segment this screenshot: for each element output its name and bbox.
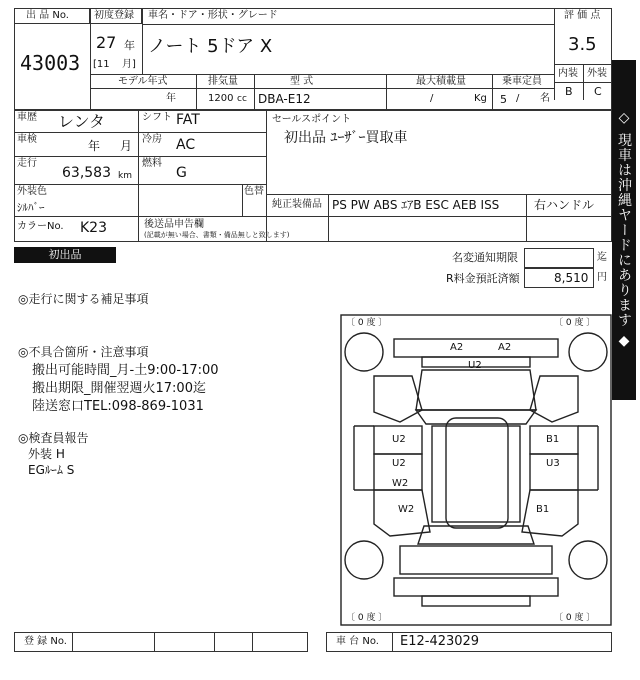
damage-mark: U2 (392, 458, 406, 469)
rear-bumper (394, 578, 558, 596)
color-no-label: カラーNo. (17, 221, 64, 232)
inspection-month-unit: 月 (120, 139, 133, 153)
mileage-unit: km (118, 171, 132, 181)
score-value: 3.5 (568, 34, 597, 55)
capacity-label: 乗車定員 (502, 76, 542, 87)
divider (142, 24, 554, 25)
displacement-value: 1200 (208, 93, 234, 104)
corner-label: 〔 0 度 〕 (554, 613, 596, 623)
ac-label: 冷房 (142, 134, 162, 145)
interior-grade: B (565, 85, 573, 98)
damage-mark: U3 (546, 458, 560, 469)
damage-mark: B1 (546, 434, 560, 445)
interior-label: 内装 (558, 68, 578, 79)
equipment-label: 純正装備品 (272, 199, 322, 210)
equipment-value: PS PW ABS ｴｱB ESC AEB ISS (332, 198, 500, 212)
first-reg-month-unit: 月] (122, 59, 136, 70)
divider (254, 74, 255, 110)
divider (554, 8, 555, 100)
tailgate (400, 546, 552, 574)
damage-mark: W2 (392, 478, 409, 489)
aftermarket-note: (記載が無い場合、書類・備品無しと致します) (144, 231, 290, 239)
aftermarket-label: 後送品申告欄 (144, 219, 204, 230)
front-bumper (394, 339, 558, 357)
ac-value: AC (176, 137, 196, 153)
vehicle-label: 車名・ドア・形状・グレード (148, 10, 278, 21)
inspection-label: 車検 (17, 134, 37, 145)
divider (583, 64, 584, 100)
wheel-front-right (569, 333, 607, 371)
exterior-label: 外装 (587, 68, 607, 79)
damage-mark: B1 (536, 504, 550, 515)
damage-mark: U2 (468, 360, 482, 371)
wheel-rear-right (569, 541, 607, 579)
vehicle-name: ノート 5ドア X (148, 36, 273, 57)
divider (72, 632, 73, 652)
yard-location-banner: ◇ 現車は沖縄ヤードにあります ◆ (612, 60, 636, 400)
divider (492, 74, 493, 110)
wheel-rear-left (345, 541, 383, 579)
shift-value: FAT (176, 112, 200, 128)
fuel-label: 燃料 (142, 158, 162, 169)
displacement-label: 排気量 (208, 76, 238, 87)
sales-point-value: 初出品 ﾕｰｻﾞｰ買取車 (284, 130, 408, 146)
inspection-year-unit: 年 (88, 139, 101, 153)
defect-line: 搬出期限_開催翌週火17:00迄 (32, 381, 206, 396)
left-front-fender (374, 376, 422, 422)
divider (14, 156, 266, 157)
recycle-unit: 円 (597, 272, 607, 283)
car-damage-diagram (340, 314, 612, 626)
capacity-sep: / (516, 93, 520, 104)
divider (154, 632, 155, 652)
model-year-unit: 年 (166, 93, 176, 104)
history-label: 車歴 (17, 112, 37, 123)
recycle-label: R料金預託済額 (446, 272, 520, 285)
fuel-value: G (176, 165, 187, 181)
divider (392, 632, 393, 652)
first-reg-month: [11 (93, 59, 110, 70)
mileage-value: 63,583 (62, 165, 111, 181)
wheel-front-left (345, 333, 383, 371)
max-load-sep: / (430, 93, 434, 104)
driving-notes-title: ◎走行に関する補足事項 (18, 292, 149, 306)
displacement-unit: cc (237, 94, 247, 104)
steering-value: 右ハンドル (534, 198, 595, 212)
name-change-box (524, 248, 594, 268)
inspector-line: 外装 H (28, 447, 65, 461)
divider (386, 74, 387, 110)
lot-number: 43003 (20, 51, 81, 75)
max-load-label: 最大積載量 (416, 76, 466, 87)
hood (416, 370, 536, 410)
divider (526, 194, 527, 242)
windshield (416, 410, 536, 424)
capacity-unit: 名 (540, 93, 550, 104)
model-year-label: モデル年式 (118, 76, 168, 87)
divider (138, 110, 139, 216)
defects-title: ◎不具合箇所・注意事項 (18, 345, 149, 359)
mileage-label: 走行 (17, 158, 37, 169)
first-listing-badge: 初出品 (14, 247, 116, 263)
divider (252, 632, 253, 652)
first-reg-label: 初度登録 (94, 10, 134, 21)
divider (14, 216, 612, 217)
capacity-value: 5 (500, 93, 507, 106)
damage-mark: W2 (398, 504, 415, 515)
corner-label: 〔 0 度 〕 (346, 613, 388, 623)
cabin (432, 426, 520, 522)
divider (138, 216, 139, 242)
corner-label: 〔 0 度 〕 (346, 318, 388, 328)
max-load-unit: Kg (474, 93, 487, 104)
color-no-value: K23 (80, 220, 107, 236)
color-label: 外装色 (17, 186, 47, 197)
defect-line: 陸送窓口TEL:098-869-1031 (32, 399, 204, 414)
divider (142, 8, 143, 74)
chassis-no-label: 車 台 No. (336, 636, 379, 647)
lot-label: 出 品 No. (26, 10, 69, 21)
divider (328, 194, 329, 242)
chassis-no-value: E12-423029 (400, 634, 480, 649)
divider (266, 194, 612, 195)
defect-line: 搬出可能時間_月-土9:00-17:00 (32, 363, 219, 378)
right-rear-fender (522, 490, 578, 536)
shift-label: シフト (142, 112, 172, 123)
recycle-amount: 8,510 (554, 271, 589, 285)
inspector-title: ◎検査員報告 (18, 431, 89, 445)
color-value: ｼﾙﾊﾞｰ (17, 201, 45, 214)
divider (14, 132, 266, 133)
score-label: 評 価 点 (564, 10, 601, 21)
reg-no-label: 登 録 No. (24, 636, 67, 647)
damage-mark: A2 (498, 342, 512, 353)
damage-mark: U2 (392, 434, 406, 445)
divider (214, 632, 215, 652)
divider (196, 74, 197, 110)
repaint-label: 色替 (244, 186, 264, 197)
divider (242, 184, 243, 216)
inspector-line: EGﾙｰﾑ S (28, 463, 75, 477)
right-front-fender (530, 376, 578, 422)
divider (14, 184, 266, 185)
name-change-label: 名変通知期限 (452, 251, 518, 264)
divider (266, 110, 267, 242)
first-reg-year-unit: 年 (124, 39, 135, 52)
first-reg-year: 27 (96, 33, 117, 52)
name-change-unit: 迄 (597, 252, 607, 263)
roof (446, 418, 508, 528)
type-label: 型 式 (290, 76, 314, 87)
divider (90, 88, 554, 89)
rear-window (418, 526, 534, 544)
type-value: DBA-E12 (258, 92, 311, 106)
exterior-grade: C (594, 85, 602, 98)
corner-label: 〔 0 度 〕 (554, 318, 596, 328)
sales-point-label: セールスポイント (272, 114, 352, 125)
rear-panel (422, 596, 530, 606)
divider (90, 74, 554, 75)
history-value: レンタ (58, 112, 105, 131)
damage-mark: A2 (450, 342, 464, 353)
